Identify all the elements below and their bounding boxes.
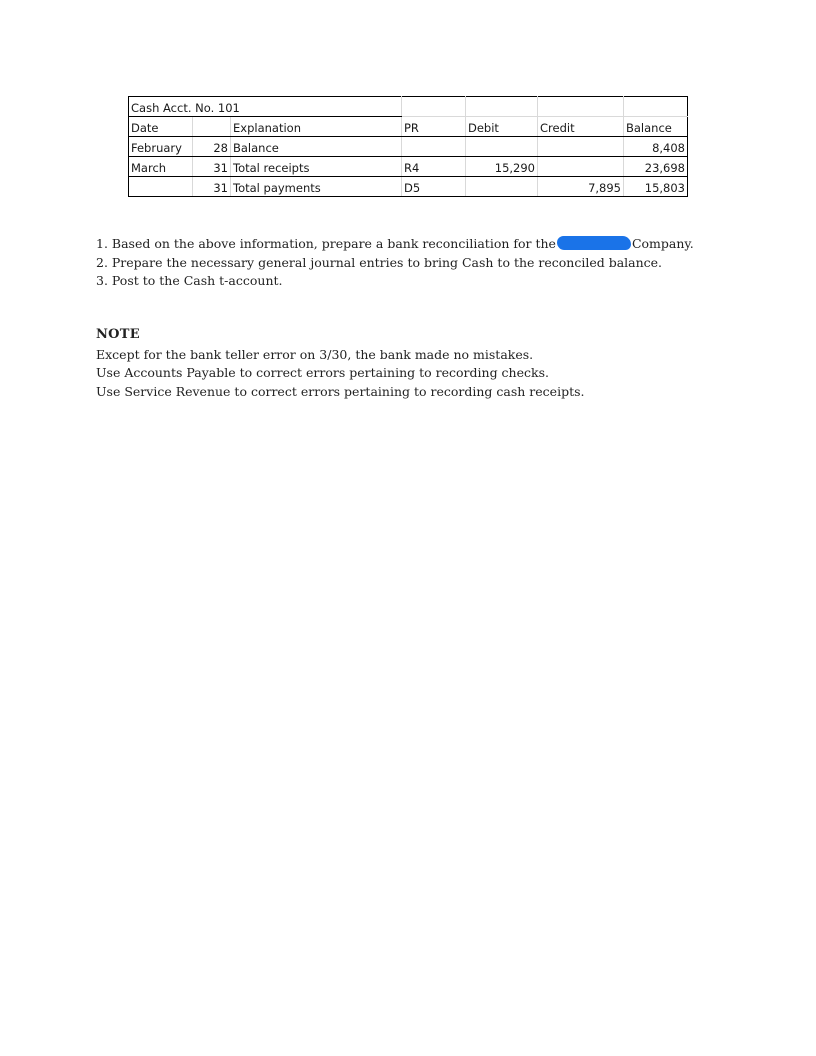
cash-ledger-table — [128, 96, 688, 197]
cell-debit — [466, 137, 538, 157]
ledger-title: Cash Acct. No. 101 — [129, 97, 402, 117]
table-row — [129, 177, 688, 197]
cell-credit — [538, 157, 624, 177]
cell-pr: D5 — [402, 177, 466, 197]
note-line: Use Service Revenue to correct errors pertaining to recording cash receipts. — [96, 383, 585, 399]
cell-pr: R4 — [402, 157, 466, 177]
empty-cell — [538, 97, 624, 117]
header-balance: Balance — [624, 117, 688, 137]
cell-day: 31 — [193, 177, 231, 197]
note-title: NOTE — [96, 327, 140, 342]
question-1-text: 1. Based on the above information, prepare a bank reconciliation for the — [96, 236, 556, 251]
header-date: Date — [129, 117, 193, 137]
cell-day: 28 — [193, 137, 231, 157]
cell-credit — [538, 137, 624, 157]
question-3: 3. Post to the Cash t-account. — [96, 273, 283, 288]
empty-cell — [402, 97, 466, 117]
ledger-header-row — [129, 117, 688, 137]
note-line: Except for the bank teller error on 3/30, the bank made no mistakes. — [96, 346, 534, 362]
cell-balance: 8,408 — [624, 137, 688, 157]
header-explanation: Explanation — [231, 117, 402, 137]
cell-balance: 23,698 — [624, 157, 688, 177]
question-1 — [96, 235, 796, 254]
cell-pr — [402, 137, 466, 157]
cell-day: 31 — [193, 157, 231, 177]
cell-debit: 15,290 — [466, 157, 538, 177]
note-section — [96, 326, 584, 401]
header-pr: PR — [402, 117, 466, 137]
cell-debit — [466, 177, 538, 197]
cell-explanation: Total payments — [231, 177, 402, 197]
cell-date: March — [129, 157, 193, 177]
empty-cell — [466, 97, 538, 117]
cell-date: February — [129, 137, 193, 157]
empty-cell — [624, 97, 688, 117]
question-list — [96, 235, 796, 291]
note-line: Use Accounts Payable to correct errors pertaining to recording checks. — [96, 365, 549, 380]
table-row — [129, 137, 688, 157]
header-day — [193, 117, 231, 137]
table-row — [129, 157, 688, 177]
question-1-suffix: Company. — [631, 236, 694, 251]
cell-explanation: Total receipts — [231, 157, 402, 177]
redaction-mark — [557, 236, 631, 250]
ledger-title-row — [129, 97, 688, 117]
question-2: 2. Prepare the necessary general journal entries to bring Cash to the reconciled balance. — [96, 254, 663, 270]
header-debit: Debit — [466, 117, 538, 137]
cell-credit: 7,895 — [538, 177, 624, 197]
cell-balance: 15,803 — [624, 177, 688, 197]
header-credit: Credit — [538, 117, 624, 137]
cell-explanation: Balance — [231, 137, 402, 157]
cell-date — [129, 177, 193, 197]
